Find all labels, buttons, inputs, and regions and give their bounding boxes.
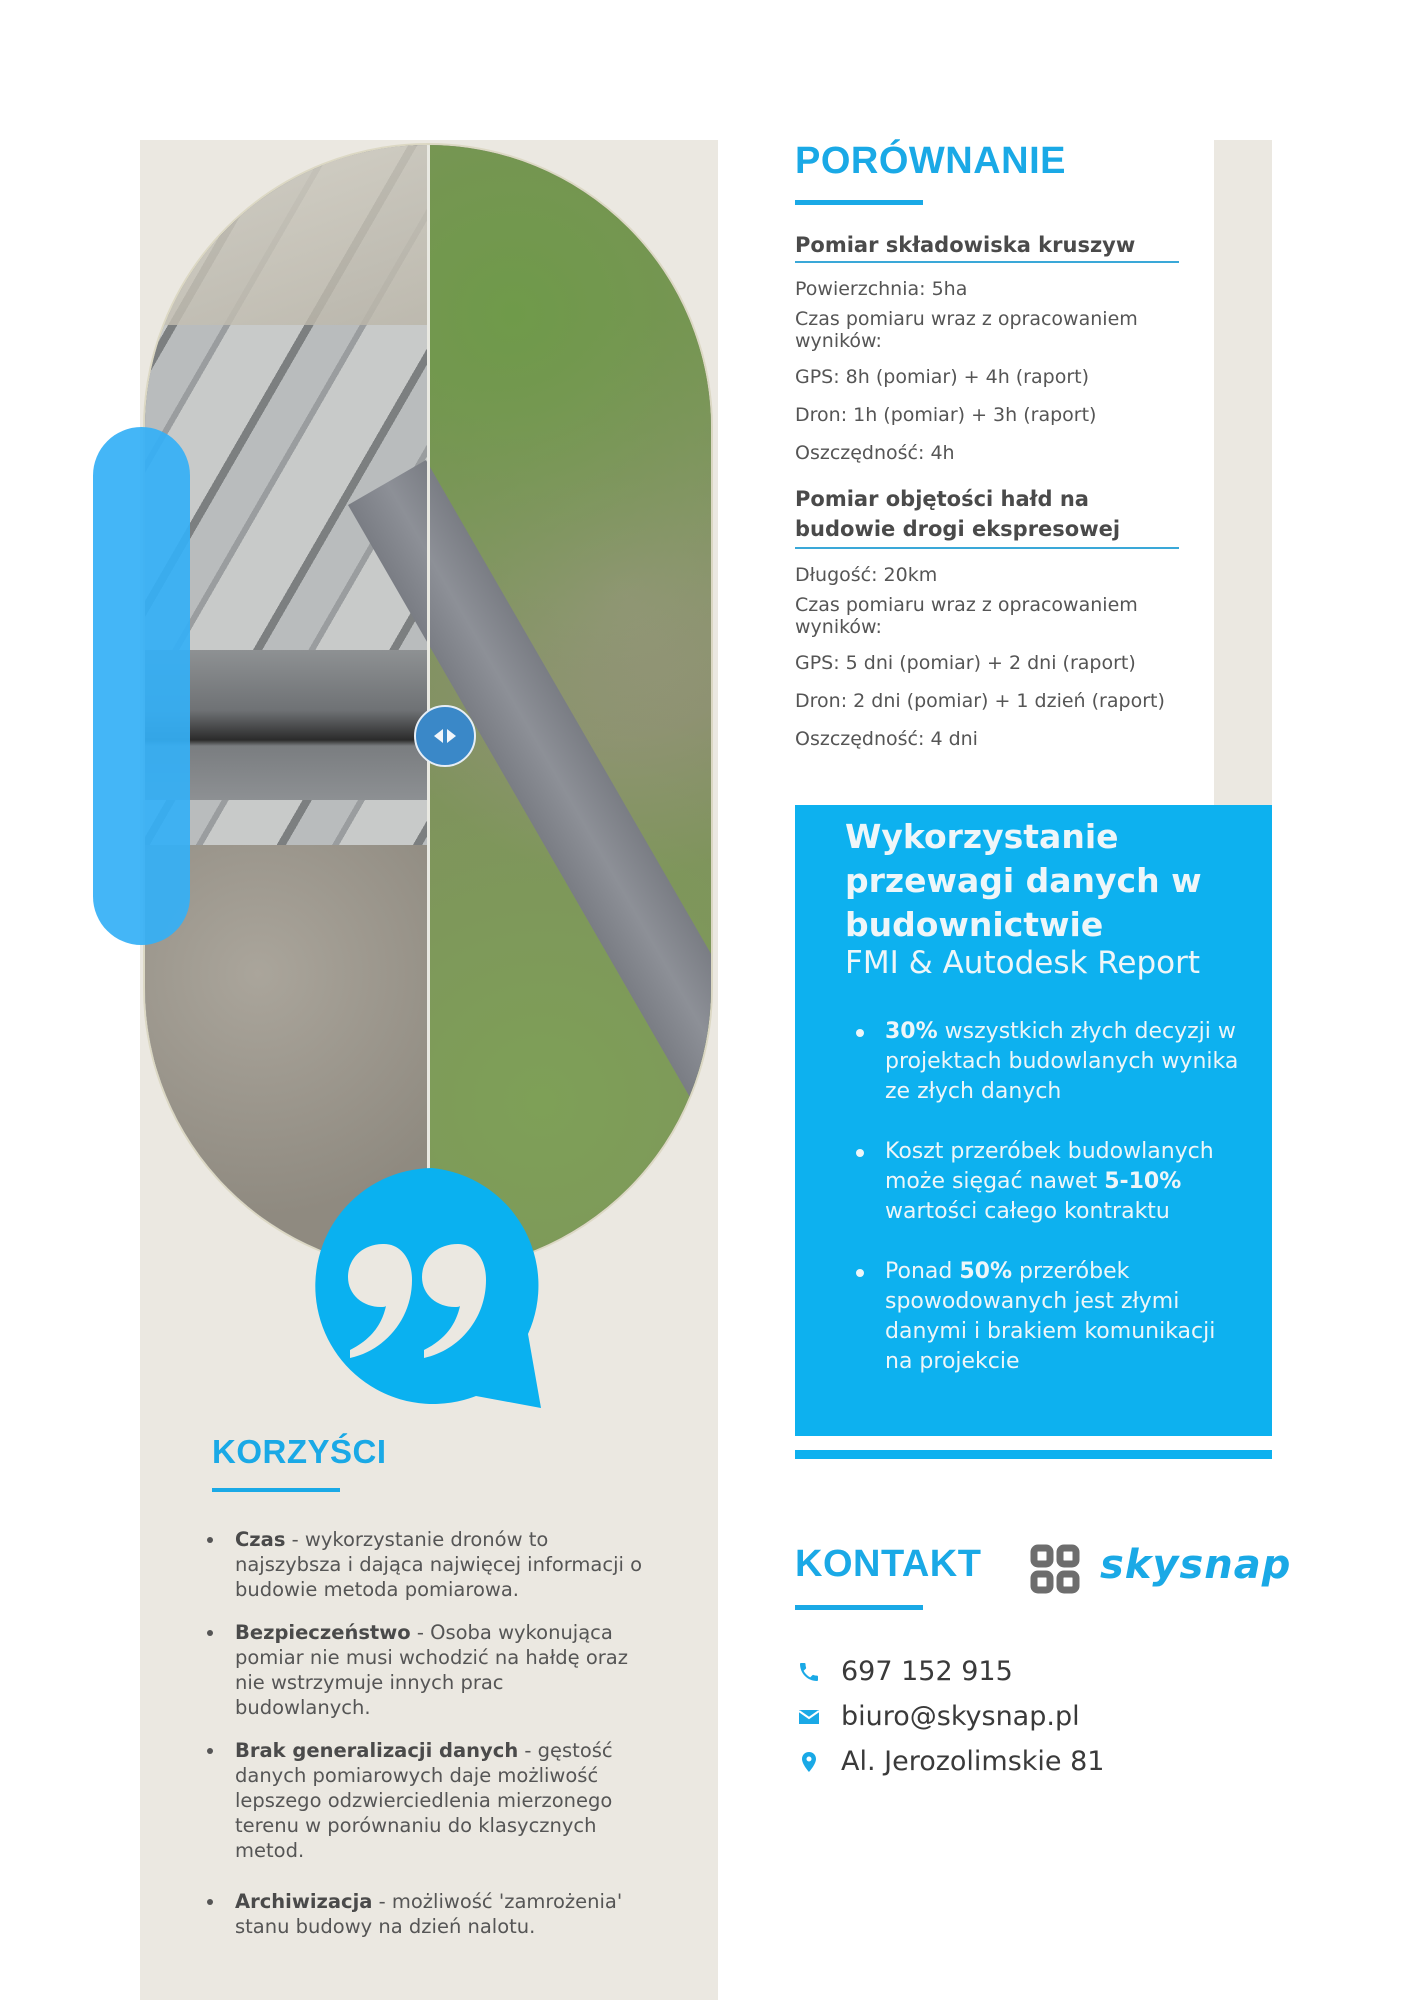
case2-gps: GPS: 5 dni (pomiar) + 2 dni (raport) [795,652,1136,674]
contact-title: KONTAKT [795,1543,982,1585]
case2-title: Pomiar objętości hałd na budowie drogi ekspresowej [795,487,1121,541]
case2-savings: Oszczędność: 4 dni [795,728,978,750]
case2-drone: Dron: 2 dni (pomiar) + 1 dzień (raport) [795,690,1165,712]
benefits-title-underline [212,1488,340,1492]
benefit-label: Archiwizacja [235,1890,373,1913]
benefit-item [205,1527,645,1602]
benefits-list [205,1527,645,1957]
report-heading: Wykorzystanie przewagi danych w budownictwie [845,817,1202,944]
skysnap-logo-text: skysnap [1100,1542,1292,1588]
benefit-label: Czas [235,1528,286,1551]
benefit-item [205,1889,645,1939]
benefit-text: - Osoba wykonująca pomiar nie musi wchodzić na hałdę oraz nie wstrzymuje innych prac budowlanych. [235,1621,628,1719]
benefit-text: - wykorzystanie dronów to najszybsza i dająca najwięcej informacji o budowie metoda pomiarowa. [235,1528,643,1601]
case1-gps: GPS: 8h (pomiar) + 4h (raport) [795,366,1089,388]
benefit-item [205,1620,645,1720]
decorative-blue-pill [93,427,190,945]
benefit-text: - gęstość danych pomiarowych daje możliwość lepszego odzwierciedlenia mierzonego terenu w porównaniu do klasycznych metod. [235,1739,613,1862]
arrow-left-icon [434,729,443,743]
bullet-text: wszystkich złych decyzji w projektach budowlanych wynika ze złych danych [885,1019,1239,1104]
quote-bubble-icon [306,1164,558,1416]
case1-area: Powierzchnia: 5ha [795,278,968,300]
sand-area [145,145,428,325]
bullet-highlight: 30% [885,1019,938,1044]
bullet-highlight: 5-10% [1104,1169,1182,1194]
case1-rule [795,261,1179,263]
case1-title: Pomiar składowiska kruszyw [795,233,1136,257]
bullet-highlight: 50% [959,1259,1012,1284]
case1-details [795,278,1195,464]
benefit-label: Brak generalizacji danych [235,1739,519,1762]
report-bottom-bar [795,1450,1272,1459]
email-address[interactable]: biuro@skysnap.pl [841,1701,1080,1732]
case1-time-label: Czas pomiaru wraz z opracowaniem wyników: [795,308,1138,352]
map-pin-icon [795,1748,823,1776]
phone-number[interactable]: 697 152 915 [841,1656,1013,1687]
arrow-right-icon [447,729,456,743]
before-after-image [143,143,713,1273]
case2-time-label: Czas pomiaru wraz z opracowaniem wyników: [795,594,1138,638]
report-subheading: FMI & Autodesk Report [845,945,1201,981]
right-panel-strip [1214,140,1272,806]
contact-email[interactable] [795,1701,1080,1732]
report-bullet [845,1257,1245,1377]
envelope-icon [795,1703,823,1731]
bullet-text: Ponad [885,1259,960,1284]
case1-drone: Dron: 1h (pomiar) + 3h (raport) [795,404,1097,426]
benefit-item [205,1738,645,1863]
benefit-label: Bezpieczeństwo [235,1621,411,1644]
street-address: Al. Jerozolimskie 81 [841,1746,1105,1777]
phone-icon [795,1658,823,1686]
report-box [795,805,1272,1436]
contact-address [795,1746,1105,1777]
skysnap-logo-icon [1030,1544,1080,1594]
bullet-text: wartości całego kontraktu [885,1199,1170,1224]
case2-details [795,564,1195,750]
after-image-fields [428,145,711,1271]
contact-phone[interactable] [795,1656,1013,1687]
report-bullets [845,1017,1245,1407]
bullet-text: Koszt przeróbek budowlanych może sięgać nawet [885,1139,1214,1194]
comparison-title-underline [795,200,923,205]
case2-length: Długość: 20km [795,564,938,586]
report-bullet [845,1017,1245,1107]
comparison-title: PORÓWNANIE [795,140,1066,182]
contact-title-underline [795,1605,923,1610]
case1-savings: Oszczędność: 4h [795,442,955,464]
comparison-slider-handle[interactable] [414,705,476,767]
bullet-text: przeróbek spowodowanych jest złymi danymi i brakiem komunikacji na projekcie [885,1259,1216,1374]
report-bullet [845,1137,1245,1227]
benefits-title: KORZYŚCI [212,1433,387,1470]
case2-rule [795,547,1179,549]
benefit-text: - możliwość 'zamrożenia' stanu budowy na dzień nalotu. [235,1890,623,1938]
